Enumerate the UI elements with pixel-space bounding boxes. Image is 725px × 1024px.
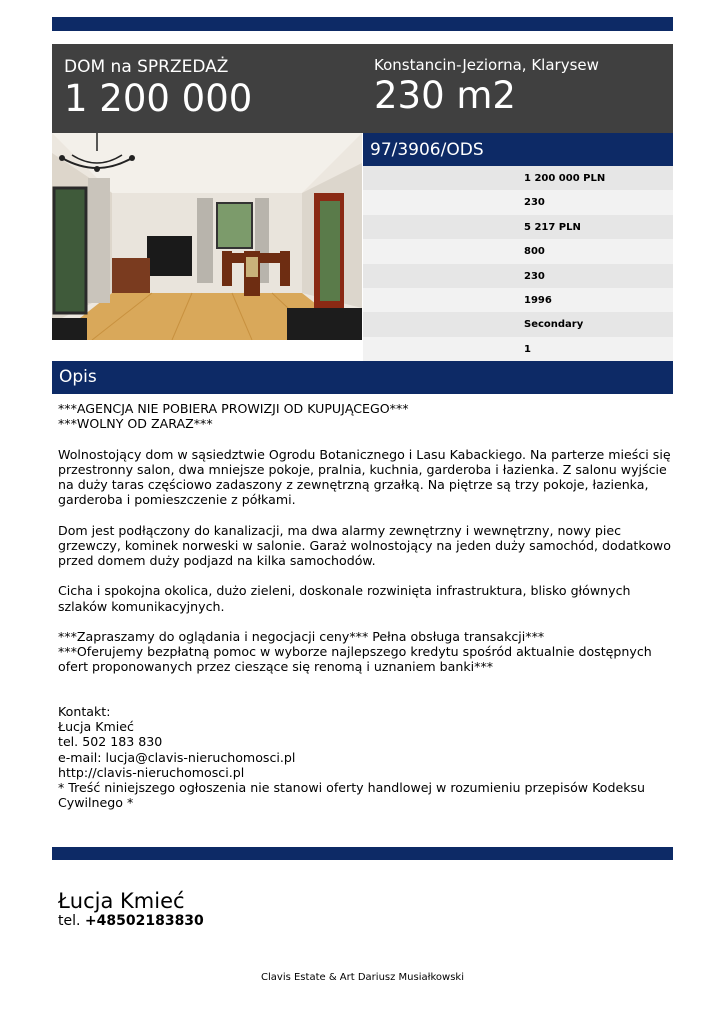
spec-value: 230	[524, 197, 545, 209]
agent-phone-label: tel.	[58, 913, 81, 929]
contact-block	[58, 704, 673, 810]
spec-value: 230	[524, 270, 545, 282]
spec-row	[363, 215, 673, 239]
contact-email: e-mail: lucja@clavis-nieruchomosci.pl	[58, 749, 296, 765]
spec-value: 1 200 000 PLN	[524, 173, 606, 184]
spec-value: 1996	[524, 294, 552, 306]
listing-price: 1 200 000	[64, 77, 253, 120]
listing-header	[52, 44, 673, 133]
spec-value: Secondary	[524, 319, 584, 331]
description-paragraph: Cicha i spokojna okolica, dużo zieleni, doskonale rozwinięta infrastruktura, blisko głównych szlaków komunikacyjnych.	[58, 583, 631, 614]
top-accent-bar	[52, 17, 673, 31]
listing-area: 230 m2	[374, 74, 516, 117]
spec-row	[363, 166, 673, 190]
contact-label: Kontakt:	[58, 704, 111, 719]
spec-row	[363, 264, 673, 288]
description-body	[58, 401, 673, 690]
reference-number-bar	[363, 133, 673, 166]
description-paragraph: ***AGENCJA NIE POBIERA PROWIZJI OD KUPUJĄCEGO*** ***WOLNY OD ZARAZ***	[58, 401, 409, 432]
spec-row	[363, 312, 673, 336]
agent-phone	[58, 913, 204, 929]
footer-company: Clavis Estate & Art Dariusz Musiałkowski	[261, 972, 464, 983]
reference-number: 97/3906/ODS	[370, 140, 484, 160]
spec-row	[363, 288, 673, 312]
specs-table	[363, 166, 673, 361]
property-photo	[52, 133, 362, 340]
spec-value: 1	[524, 343, 531, 355]
contact-disclaimer: * Treść niniejszego ogłoszenia nie stanowi oferty handlowej w rozumieniu przepisów Kodeksu Cywilnego *	[58, 780, 646, 811]
contact-name: Łucja Kmieć	[58, 719, 134, 735]
description-paragraph: Wolnostojący dom w sąsiedztwie Ogrodu Botanicznego i Lasu Kabackiego. Na parterze mieści się przestronny salon, dwa mniejsze pokoje, pralnia, kuchnia, garderoba i łazienka. Z salonu wyjście na duży taras częściowo zadaszony z zewnętrzną grzałką. Na piętrze są trzy pokoje, łazienka, garderoba i pomieszczenie z półkami.	[58, 446, 671, 508]
description-paragraph: ***Zapraszamy do oglądania i negocjacji ceny*** Pełna obsługa transakcji*** ***Oferujemy bezpłatną pomoc w wyborze najlepszego kredytu spośród aktualnie dostępnych ofert proponowanych przez cieszące się renomą i uznaniem banki***	[58, 628, 652, 675]
interior-photo-icon	[52, 133, 362, 340]
description-paragraph: Dom jest podłączony do kanalizacji, ma dwa alarmy zewnętrzny i wewnętrzny, nowy piec grzewczy, kominek norweski w salonie. Garaż wolnostojący na jeden duży samochód, dodatkowo przed domem duży podjazd na kilka samochodów.	[58, 522, 671, 568]
bottom-accent-bar	[52, 847, 673, 860]
agent-phone-number: +48502183830	[84, 913, 204, 929]
spec-row	[363, 239, 673, 263]
listing-location: Konstancin-Jeziorna, Klarysew	[374, 56, 599, 74]
contact-phone: tel. 502 183 830	[58, 734, 163, 750]
spec-row	[363, 190, 673, 214]
description-heading-bar	[52, 361, 673, 394]
agent-name: Łucja Kmieć	[58, 889, 185, 913]
contact-website: http://clavis-nieruchomosci.pl	[58, 764, 245, 780]
spec-value: 800	[524, 246, 545, 258]
spec-row	[363, 337, 673, 361]
listing-type: DOM na SPRZEDAŻ	[64, 57, 229, 77]
description-heading: Opis	[59, 367, 97, 387]
spec-value: 5 217 PLN	[524, 221, 581, 233]
